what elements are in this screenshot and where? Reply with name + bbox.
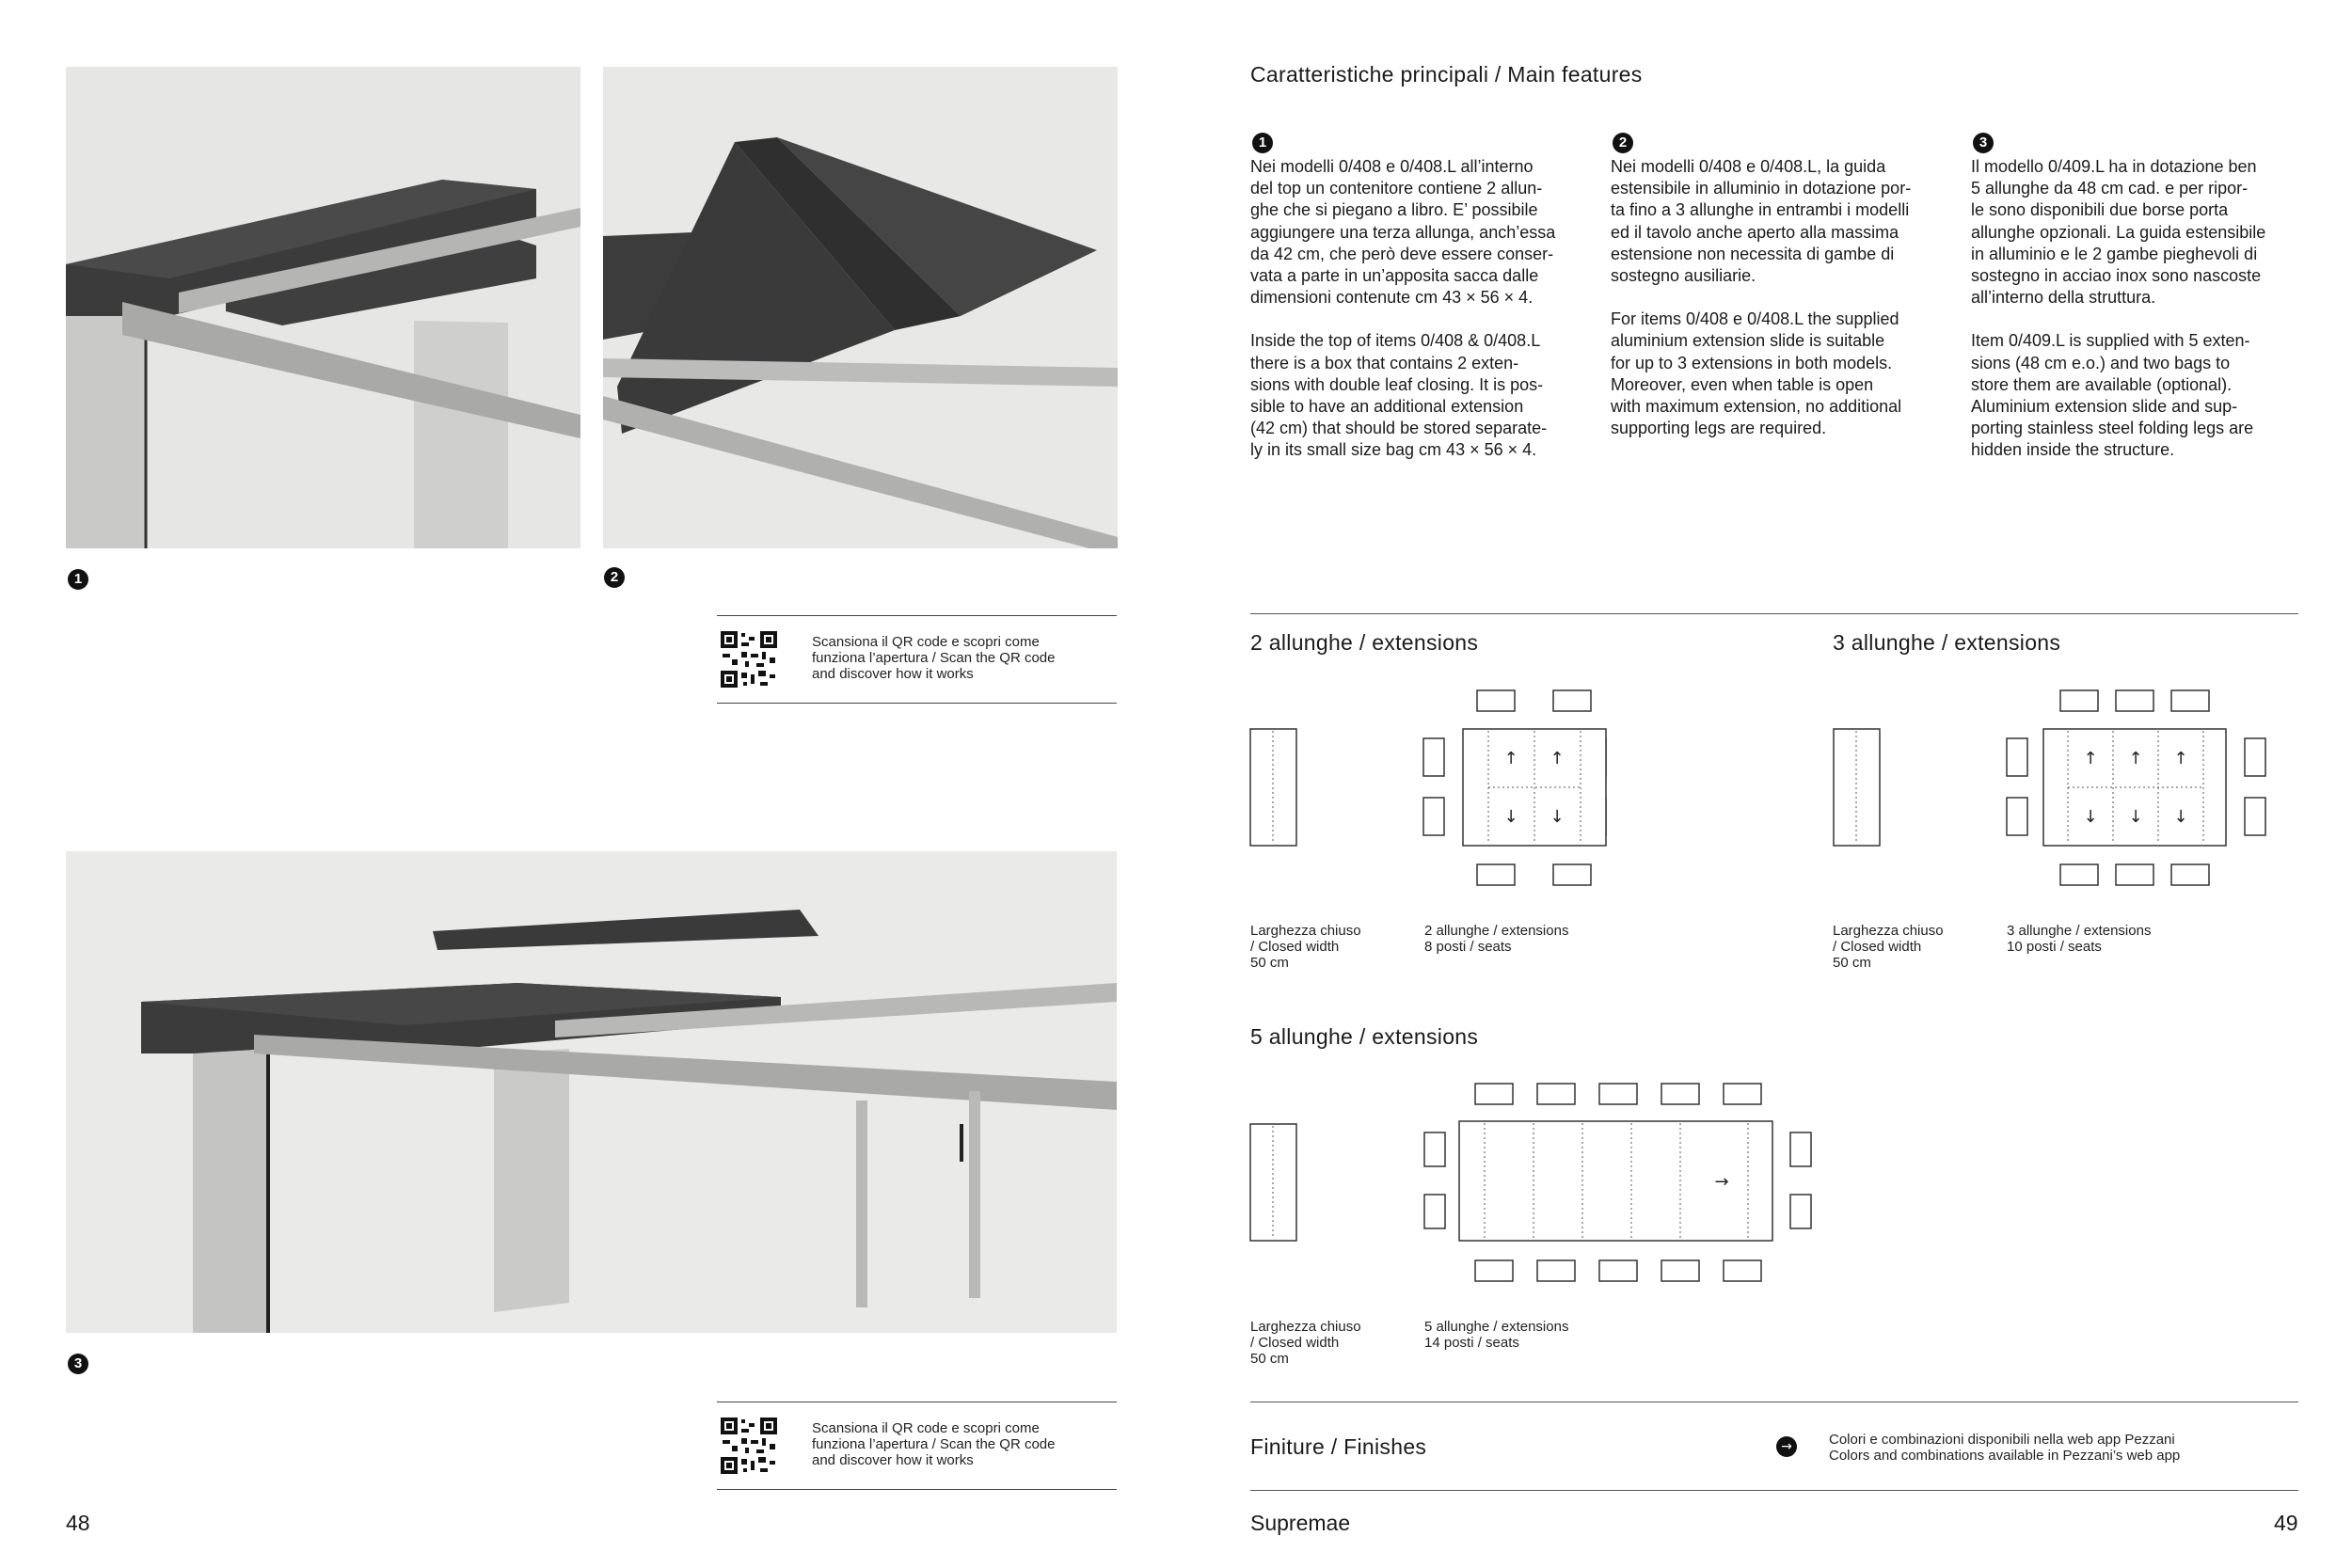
arrow-down-icon: ↓ (2173, 807, 2188, 827)
open-table-plan-5 (1421, 1080, 1816, 1287)
feature-column-1 (1250, 156, 1598, 483)
qr-caption: Scansiona il QR code e scopri come funziona l’apertura / Scan the QR code and discover how it works (812, 1420, 1056, 1468)
closed-width-label: Larghezza chiuso / Closed width 50 cm (1833, 923, 1944, 971)
qr-code-icon[interactable] (719, 1416, 779, 1476)
feature-text-en: Item 0/409.L is supplied with 5 exten- sions (48 cm e.o.) and two bags to store them are available (optional). Aluminium extension slide and sup- porting stainless steel folding legs are hidden inside the structure. (1971, 331, 2254, 460)
closed-width-label: Larghezza chiuso / Closed width 50 cm (1250, 1319, 1361, 1367)
finishes-title: Finiture / Finishes (1250, 1434, 1427, 1459)
arrow-up-icon: ↑ (2128, 749, 2143, 768)
qr-caption-block (717, 615, 1117, 704)
page-number-left: 48 (66, 1511, 90, 1535)
page-number-right: 49 (2274, 1511, 2298, 1535)
arrow-down-icon: ↓ (2083, 807, 2098, 827)
config-title-5: 5 allunghe / extensions (1250, 1024, 1479, 1049)
feature-text-en: Inside the top of items 0/408 & 0/408.L there is a box that contains 2 exten- sions with double leaf closing. It is pos- sible to have an additional extension (42 cm) that should be stored separate- ly in its small size bag cm 43 × 56 × 4. (1250, 331, 1548, 460)
arrow-up-icon: ↑ (2083, 749, 2098, 768)
open-seats-label: 5 allunghe / extensions 14 posti / seats (1424, 1319, 1569, 1351)
arrow-down-icon: ↓ (1549, 807, 1565, 827)
closed-table-plan (1249, 1123, 1298, 1243)
feature-text-it: Nei modelli 0/408 e 0/408.L all’interno del top un contenitore contiene 2 allun- ghe che si piegano a libro. E’ possibile aggiungere una terza allunga, anch’essa da 42 cm, che però deve essere conser- vata a parte in un’apposita sacca dalle dimensioni contenute cm 43 × 56 × 4. (1250, 157, 1556, 308)
feature-text-it: Il modello 0/409.L ha in dotazione ben 5 allunghe da 48 cm cad. e per ripor- le sono disponibili due borse porta allunghe opzionali. La guida estensibile in alluminio e le 2 gambe pieghevoli di sostegno in acciao inox sono nascoste all’interno della struttura. (1971, 157, 2266, 308)
footer-label: Supremae (1250, 1511, 1351, 1535)
photo-label-3: 3 (68, 1354, 88, 1374)
arrow-down-icon: ↓ (2128, 807, 2143, 827)
finishes-note[interactable]: Colori e combinazioni disponibili nella web app Pezzani Colors and combinations available in Pezzani’s web app (1829, 1432, 2181, 1464)
arrow-up-icon: ↑ (2173, 749, 2188, 768)
arrow-right-icon: → (1714, 1172, 1729, 1192)
config-title-3: 3 allunghe / extensions (1833, 630, 2061, 655)
feature-text-en: For items 0/408 e 0/408.L the supplied aluminium extension slide is suitable for up to 3 extensions in both models. Moreover, even when table is open with maximum extension, no additional supporting legs are required. (1611, 309, 1902, 438)
config-title-2: 2 allunghe / extensions (1250, 630, 1479, 655)
closed-table-plan (1833, 728, 1882, 848)
feature-number-3: 3 (1973, 133, 1994, 153)
feature-column-3 (1971, 156, 2319, 483)
closed-width-label: Larghezza chiuso / Closed width 50 cm (1250, 923, 1361, 971)
divider (1250, 1490, 2298, 1491)
qr-caption: Scansiona il QR code e scopri come funziona l’apertura / Scan the QR code and discover how it works (812, 634, 1056, 682)
open-seats-label: 2 allunghe / extensions 8 posti / seats (1424, 923, 1569, 955)
feature-number-2: 2 (1613, 133, 1633, 153)
qr-code-icon[interactable] (719, 629, 779, 689)
open-table-plan-3 (2004, 687, 2277, 889)
open-seats-label: 3 allunghe / extensions 10 posti / seats (2007, 923, 2152, 955)
photo-table-open-extended (66, 851, 1117, 1333)
photo-label-2: 2 (604, 567, 625, 588)
feature-column-2 (1611, 156, 1959, 461)
open-table-plan-2 (1421, 687, 1609, 889)
feature-text-it: Nei modelli 0/408 e 0/408.L, la guida estensibile in alluminio in dotazione por- ta fino a 3 allunghe in entrambi i modelli ed il tavolo anche aperto alla massima estensione non necessita di gambe di sostegno ausiliarie. (1611, 157, 1912, 286)
features-title: Caratteristiche principali / Main features (1250, 62, 1643, 87)
closed-table-plan (1249, 728, 1298, 848)
divider (1250, 613, 2298, 614)
qr-caption-block-2 (717, 1402, 1117, 1490)
arrow-up-icon: ↑ (1503, 749, 1518, 768)
circle-arrow-right-icon[interactable]: → (1776, 1436, 1797, 1457)
arrow-up-icon: ↑ (1549, 749, 1565, 768)
photo-table-extension-box (66, 67, 580, 548)
feature-number-1: 1 (1252, 133, 1273, 153)
photo-label-1: 1 (68, 569, 88, 590)
photo-folding-extension (603, 67, 1118, 548)
arrow-down-icon: ↓ (1503, 807, 1518, 827)
